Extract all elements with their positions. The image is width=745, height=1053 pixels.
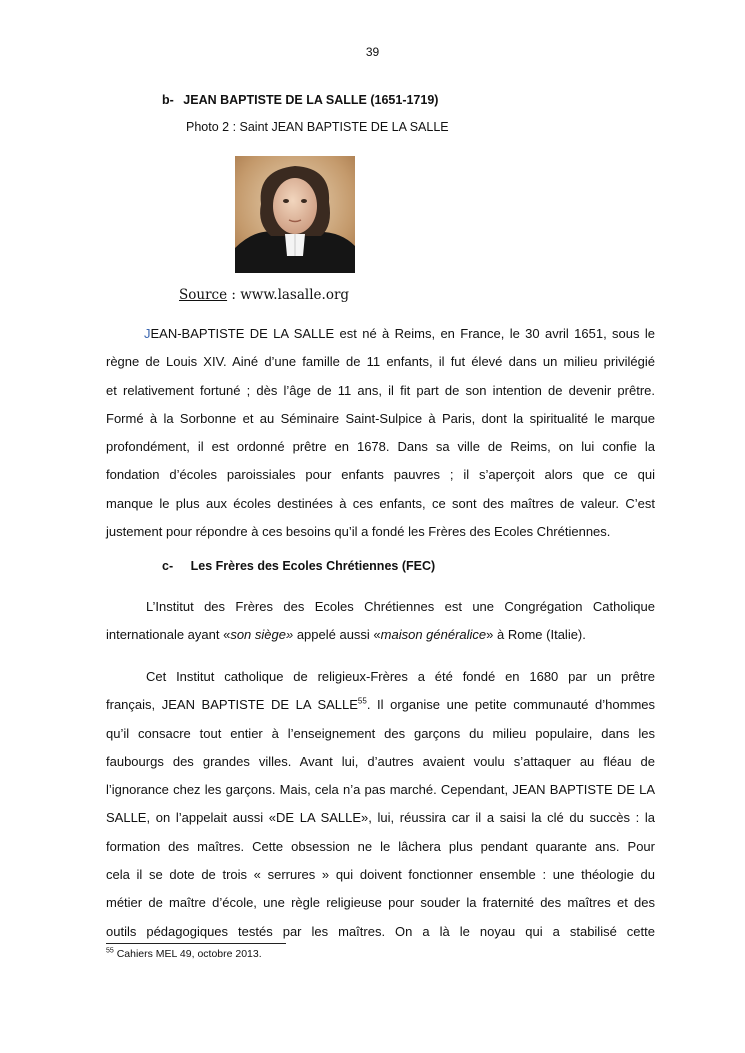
page-number: 39 [365, 45, 380, 59]
section-b-marker: b- [162, 93, 174, 107]
paragraph-line: et relativement fortuné ; dès l’âge de 11 ans, il fit part de son intention de devenir prêtre. [106, 382, 655, 398]
paragraph-line: JEAN-BAPTISTE DE LA SALLE est né à Reims, en France, le 30 avril 1651, sous le [144, 326, 655, 341]
paragraph-line: internationale ayant «son siège» appelé aussi «maison généralice» à Rome (Italie). [106, 627, 586, 643]
institute-paragraph [106, 593, 655, 650]
paragraph-line: Formé à la Sorbonne et au Séminaire Saint-Sulpice à Paris, dont la spiritualité le marque [106, 410, 655, 426]
biography-paragraph [106, 320, 655, 546]
paragraph-line: l’ignorance chez les garçons. Mais, cela n’a pas marché. Cependant, JEAN BAPTISTE DE LA [106, 782, 655, 798]
paragraph-line: manque le plus aux écoles destinées à ces enfants, ce sont des maîtres de valeur. C’est [106, 495, 655, 511]
paragraph-line: métier de maître d’école, une règle religieuse pour souder la fraternité des maîtres et des [106, 895, 655, 911]
footnote [106, 948, 262, 960]
paragraph-line: règne de Louis XIV. Ainé d’une famille de 11 enfants, il fut élevé dans un milieu privilégié [106, 354, 655, 370]
footnote-number: 55 [106, 947, 114, 955]
footnote-reference[interactable]: 55 [357, 696, 367, 706]
source-label: Source [179, 287, 228, 303]
paragraph-line: fondation d’écoles paroissiales pour enfants pauvres ; il s’aperçoit alors que ce qui [106, 467, 655, 483]
emphasis-text: son siège» [230, 627, 294, 643]
section-b-title: JEAN BAPTISTE DE LA SALLE (1651-1719) [183, 93, 439, 107]
drop-cap: J [144, 326, 151, 341]
paragraph-line: français, JEAN BAPTISTE DE LA SALLE$^{55}$. Il organise une petite communauté d’hommes [106, 696, 656, 713]
paragraph-line: outils pédagogiques testés par les maîtres. On a là le noyau qui a stabilisé cette [106, 923, 655, 939]
paragraph-line: faubourgs des grandes villes. Avant lui, d’autres avaient voulu s’attaquer au fléau de [106, 753, 655, 769]
source-url: : www.lasalle.org [227, 287, 350, 303]
footnote-text: Cahiers MEL 49, octobre 2013. [113, 948, 262, 960]
portrait-image [235, 156, 355, 273]
section-c-marker: c- [162, 559, 174, 573]
section-b-heading [162, 93, 438, 107]
paragraph-line: profondément, il est ordonné prêtre en 1678. Dans sa ville de Reims, on lui confie la [106, 439, 655, 455]
paragraph-line: qu’il consacre tout entier à l’enseignement des garçons du milieu populaire, dans les [106, 725, 655, 741]
photo-source [179, 287, 349, 303]
paragraph-line: cela il se dote de trois « serrures » qui doivent fonctionner ensemble : une théologie du [106, 867, 655, 883]
paragraph-line: formation des maîtres. Cette obsession ne le lâchera plus pendant quarante ans. Pour [106, 838, 655, 854]
paragraph-line: L’Institut des Frères des Ecoles Chrétiennes est une Congrégation Catholique [146, 599, 655, 614]
footnote-divider [106, 943, 286, 944]
paragraph-line: justement pour répondre à ces besoins qu’il a fondé les Frères des Ecoles Chrétiennes. [106, 524, 611, 540]
section-c-title: Les Frères des Ecoles Chrétiennes (FEC) [190, 559, 436, 573]
paragraph-line: SALLE, on l’appelait aussi «DE LA SALLE», lui, réussira car il a saisi la clé du succès : la [106, 810, 655, 826]
emphasis-text: maison généralice [380, 627, 487, 643]
paragraph-line: Cet Institut catholique de religieux-Frères a été fondé en 1680 par un prêtre [146, 669, 655, 684]
section-c-heading [162, 559, 435, 573]
founding-paragraph [106, 663, 655, 946]
photo-caption: Photo 2 : Saint JEAN BAPTISTE DE LA SALLE [186, 120, 449, 134]
